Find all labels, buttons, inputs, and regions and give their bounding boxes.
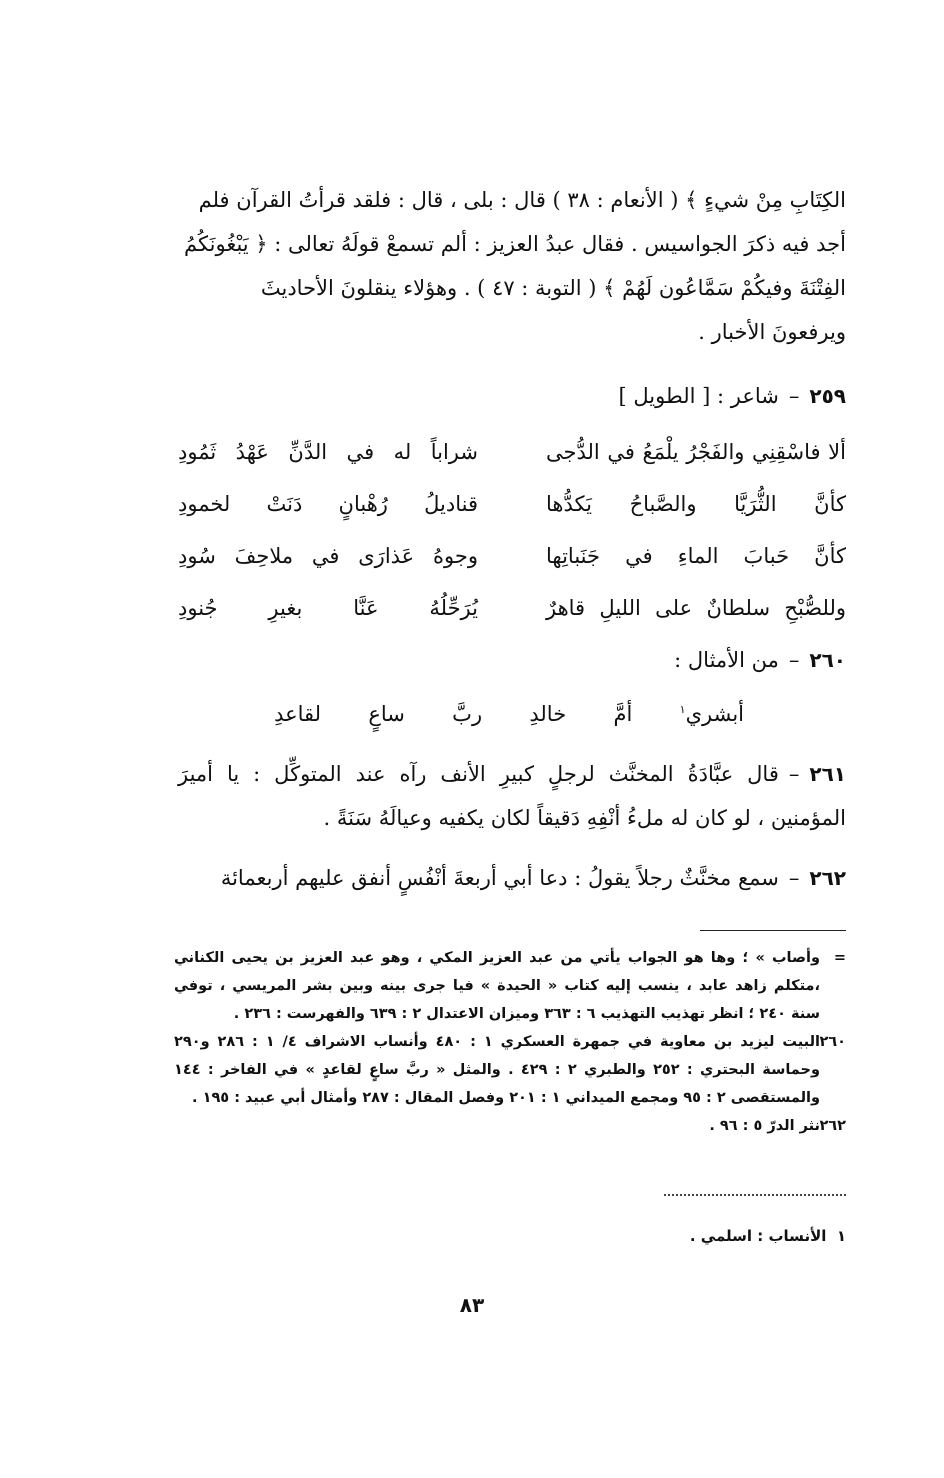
first-hemistich: وللصُّبْحِ سلطانٌ على الليلِ قاهرٌ xyxy=(546,596,846,620)
entry-dash: – xyxy=(788,648,800,672)
entry-dash: – xyxy=(788,384,800,408)
note-item xyxy=(174,1112,846,1140)
footnote-text: الأنساب : اسلمي . xyxy=(689,1227,827,1245)
note-item xyxy=(174,1028,846,1112)
proverb-word: خالدِ xyxy=(529,702,567,726)
editorial-notes xyxy=(174,944,846,1140)
proverb-line xyxy=(274,694,744,734)
notes-separator xyxy=(700,930,846,931)
paragraph-line: الفِتْنَةَ وفيكُمْ سَمَّاعُون لَهُمْ ﴾ ( التوبة : ٤٧ ) . وهؤلاء ينقلونَ الأحاديثَ xyxy=(260,276,846,300)
poem-verse xyxy=(178,478,846,530)
entry-259-heading xyxy=(178,376,846,416)
entry-number: ٢٦٢ xyxy=(809,866,846,890)
first-hemistich: كأنَّ الثُّرَيَّا والصَّباحُ يَكدُّها xyxy=(546,492,846,516)
paragraph-line: ويرفعونَ الأخبار . xyxy=(698,320,846,344)
opening-paragraph xyxy=(178,178,846,354)
proverb-word: ربَّ xyxy=(452,702,483,726)
entry-number: ٢٦١ xyxy=(809,762,846,786)
footnote-marker: ١ xyxy=(679,703,686,716)
entry-261 xyxy=(178,752,846,840)
second-hemistich: شراباً له في الدَّنِّ عَهْدُ ثَمُودِ xyxy=(178,440,478,464)
entry-262 xyxy=(178,856,846,900)
note-text: وأصاب » ؛ وها هو الجواب يأتي من عبد العزيز المكي ، وهو عبد العزيز بن يحيى الكناني ،متكلم زاهد عابد ، ينسب إليه كتاب « الحيدة » فيا جرى بينه وبين بشر المريسي ، توفي سنة ٢٤٠ ؛ انظر تهذيب التهذيب ٦ : ٣٦٣ وميزان الاعتدال ٢ : ٦٣٩ والفهرست : ٢٣٦ . xyxy=(174,950,820,1022)
proverb-word: أمَّ xyxy=(613,702,633,726)
second-hemistich: يُرَحِّلُهُ عَنَّا بغيرِ جُنودِ xyxy=(178,596,478,620)
paragraph-line: أجد فيه ذكرَ الجواسيس . فقال عبدُ العزيز : ألم تسمعْ قولَهُ تعالى : ﴿ يَبْغُونَكُمُ xyxy=(184,232,846,256)
entry-dash: – xyxy=(788,866,800,890)
note-label: ٢٦٠ xyxy=(819,1034,846,1050)
first-hemistich: ألا فاسْقِنِي والفَجْرُ يلْمَعُ في الدُّجى xyxy=(546,440,846,464)
note-label: ٢٦٢ xyxy=(819,1118,846,1134)
second-hemistich: قناديلُ رُهْبانٍ دَنَتْ لخمودِ xyxy=(178,492,478,516)
entry-heading-text: من الأمثال : xyxy=(674,648,779,672)
poem-verse xyxy=(178,582,846,634)
first-hemistich: كأنَّ حَبابَ الماءِ في جَنَباتِها xyxy=(546,544,846,568)
poem-259 xyxy=(178,426,846,634)
note-label: = xyxy=(833,950,846,966)
second-hemistich: وجوهُ عَذارَى في ملاحِفَ سُودِ xyxy=(178,544,478,568)
entry-paragraph xyxy=(178,856,846,900)
entry-dash: – xyxy=(788,762,800,786)
footnote xyxy=(346,1222,846,1250)
poem-verse xyxy=(178,426,846,478)
page-number: ٨٣ xyxy=(459,1293,485,1317)
paragraph-line: الكِتَابِ مِنْ شيءٍ ﴾ ( الأنعام : ٣٨ ) قال : بلى ، قال : فلقد قرأتُ القرآن فلم xyxy=(198,188,846,212)
entry-text: سمع مخنَّثٌ رجلاً يقولُ : دعا أبي أربعةَ أنْفُسٍ أنفق عليهم أربعمائة xyxy=(220,866,779,890)
entry-text: قال عبَّادَةُ المخنَّث لرجلٍ كبيرِ الأنف رآه عند المتوكِّل : يا أميرَ المؤمنين ، لو كان له ملءُ أنْفِهِ دَقيقاً لكان يكفيه وعيالَهُ سَنَةً . xyxy=(178,762,846,830)
proverb-word: ساعٍ xyxy=(368,702,405,726)
entry-number: ٢٦٠ xyxy=(809,648,846,672)
note-text: البيت ليزيد بن معاوية في جمهرة العسكري ١ : ٤٨٠ وأنساب الاشراف ٤/ ١ : ٢٨٦ و٢٩٠ وحماسة البحتري : ٢٥٢ والطبري ٢ : ٤٢٩ . والمثل « ربَّ ساعٍ لقاعدٍ » في الفاخر : ١٤٤ والمستقصى ٢ : ٩٥ ومجمع الميداني ١ : ٢٠١ وفصل المقال : ٢٨٧ وأمثال أبي عبيد : ١٩٥ . xyxy=(174,1034,821,1106)
poem-verse xyxy=(178,530,846,582)
entry-number: ٢٥٩ xyxy=(809,384,846,408)
footnote-separator xyxy=(664,1194,846,1196)
note-item xyxy=(174,944,846,1028)
entry-paragraph xyxy=(178,752,846,840)
proverb-word: لقاعدِ xyxy=(274,702,322,726)
proverb-word: أبشري$^١$ xyxy=(679,702,744,726)
entry-260-heading xyxy=(178,640,846,680)
note-text: نثر الدرّ ٥ : ٩٦ . xyxy=(709,1118,820,1134)
entry-heading-text: شاعر : [ الطويل ] xyxy=(618,384,779,408)
footnote-number: ١ xyxy=(836,1227,846,1245)
